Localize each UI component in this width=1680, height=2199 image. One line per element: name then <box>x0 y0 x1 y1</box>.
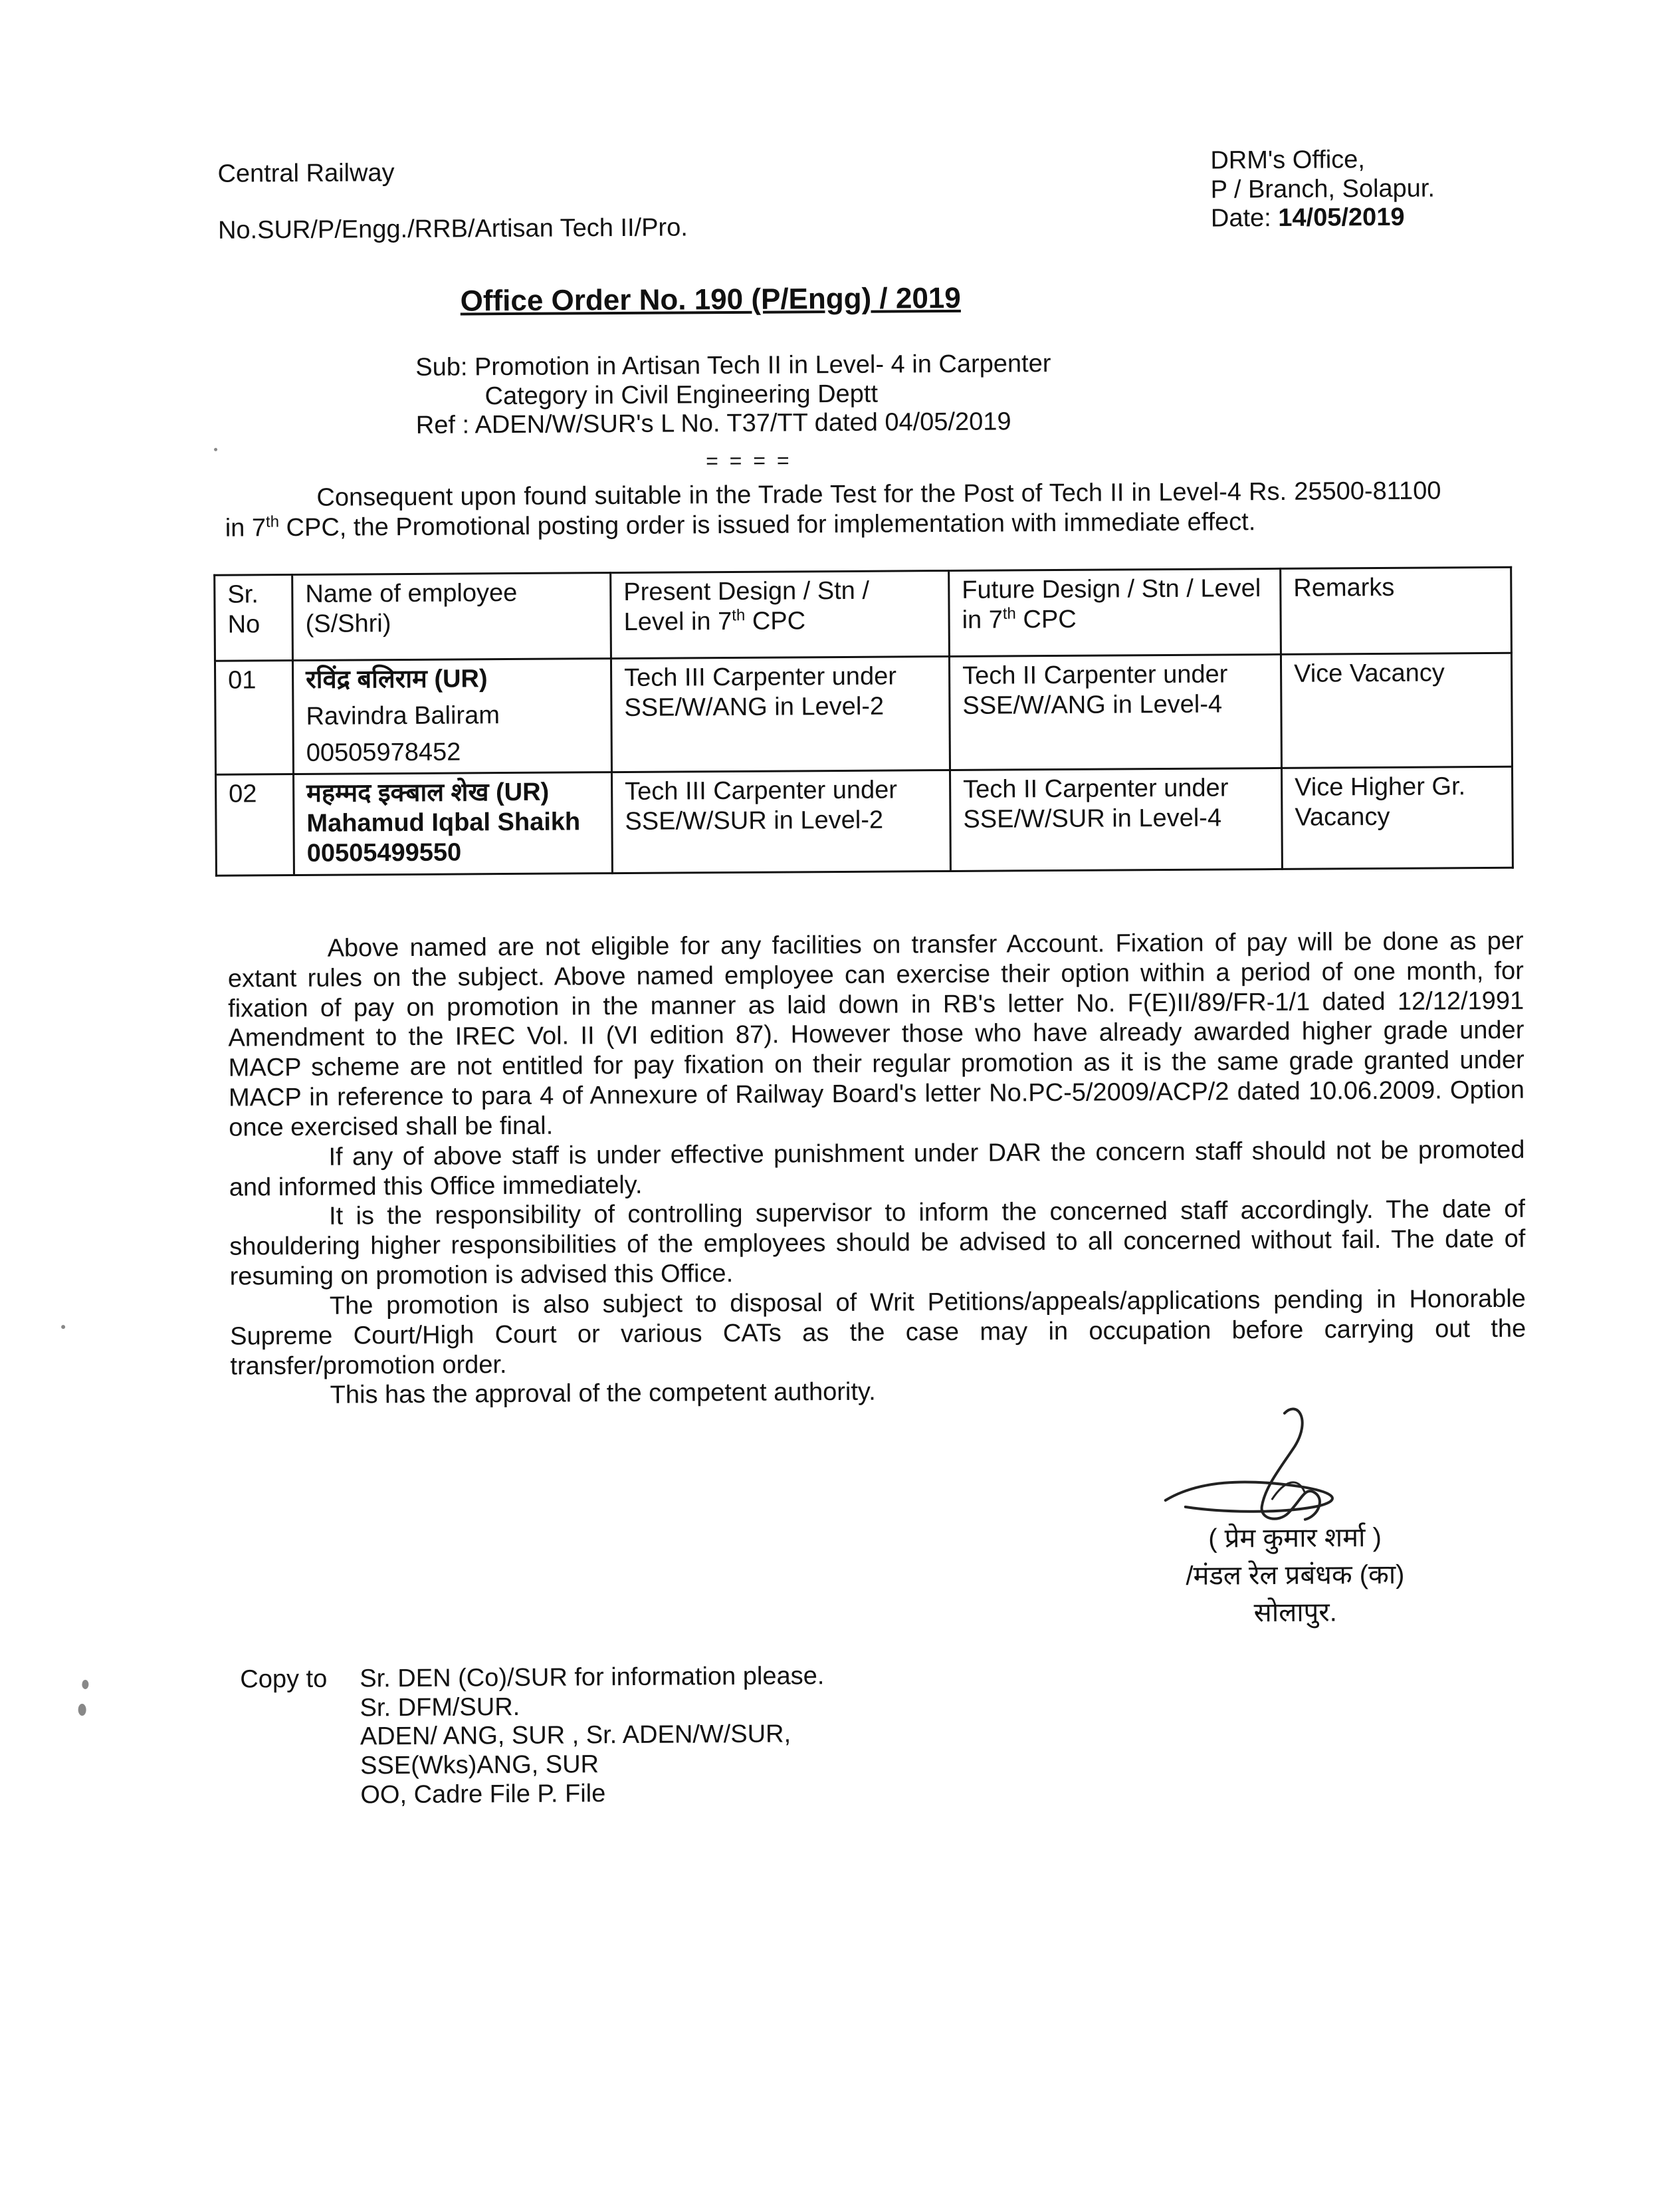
intro-superscript: th <box>265 513 280 531</box>
employee-name-hindi: महम्मद इक्बाल शेख (UR) <box>306 778 550 808</box>
cell-employee <box>294 772 613 875</box>
order-date <box>1211 203 1435 234</box>
date-label: Date: <box>1210 204 1271 233</box>
header-present-sup: th <box>732 606 746 625</box>
intro-text-cont: CPC, the Promotional posting order is issued for implementation with immediate effect. <box>278 507 1256 542</box>
scan-speck <box>78 1704 86 1716</box>
header-remarks: Remarks <box>1281 567 1512 654</box>
copy-to-block <box>240 1662 825 1811</box>
scan-speck <box>82 1680 88 1689</box>
paragraph-approval: This has the approval of the competent authority. <box>330 1378 876 1410</box>
employee-name: Ravindra Baliram <box>306 701 500 731</box>
table-row <box>215 653 1512 774</box>
cell-employee <box>292 659 611 774</box>
document-title: Office Order No. 190 (P/Engg) / 2019 <box>460 281 961 318</box>
paragraph-court: The promotion is also subject to disposal of Writ Petitions/appeals/applications pending in Honorable Supreme Court/High Court or various CATs as the case may in occupation before carrying out the transfer/promotion order. <box>230 1284 1526 1381</box>
header-present-design <box>611 570 950 658</box>
header-future-text: Future Design / Stn / Level in 7 <box>962 574 1261 634</box>
header-sr-no: Sr. No <box>215 575 293 661</box>
signatory-name: ( प्रेम कुमार शर्मा ) <box>1208 1523 1382 1554</box>
header-present-text: Present Design / Stn / Level in 7 <box>623 576 870 636</box>
paragraph-eligibility: Above named are not eligible for any facilities on transfer Account. Fixation of pay will be done as per extant rules on the subject. Above named employee can exercise their option within a period of one month, for fixation of pay on promotion in the manner as laid down in RB's letter No. F(E)II/89/FR-1/1 dated 12/12/1991 Amendment to the IREC Vol. II (VI edition 87). However those who have already awarded higher grade under MACP scheme are not entitled for pay fixation on their regular promotion as it is the same grade granted under MACP in reference to para 4 of Annexure of Railway Board's letter No.PC-5/2009/ACP/2 dated 10.06.2009. Option once exercised shall be final. <box>227 927 1525 1142</box>
organization-name: Central Railway <box>217 159 395 188</box>
branch-name: P / Branch, Solapur. <box>1210 174 1435 204</box>
copy-recipient: SSE(Wks)ANG, SUR <box>360 1750 599 1780</box>
office-name: DRM's Office, <box>1210 146 1366 175</box>
subject-category: Category in Civil Engineering Deptt <box>484 380 879 410</box>
paragraph-punishment: If any of above staff is under effective punishment under DAR the concern staff should not be promoted and informed this Office immediately. <box>229 1135 1525 1202</box>
cell-remarks: Vice Higher Gr. Vacancy <box>1281 767 1513 869</box>
copy-to-label: Copy to <box>240 1665 328 1694</box>
copy-recipient: Sr. DFM/SUR. <box>360 1692 520 1722</box>
header-future-sup: th <box>1002 604 1016 623</box>
intro-paragraph <box>225 476 1441 543</box>
cell-future-design: Tech II Carpenter under SSE/W/ANG in Level-4 <box>949 654 1281 770</box>
copy-to-list <box>360 1662 825 1810</box>
reference-line: Ref : ADEN/W/SUR's L No. T37/TT dated 04/05/2019 <box>415 407 1011 440</box>
header-left <box>217 156 688 272</box>
cell-sr-no: 01 <box>215 661 293 775</box>
employee-number: 00505499550 <box>306 838 462 868</box>
cell-future-design: Tech II Carpenter under SSE/W/SUR in Level-4 <box>950 768 1283 871</box>
copy-recipient: ADEN/ ANG, SUR , Sr. ADEN/W/SUR, <box>360 1720 791 1751</box>
header-future-cpc: CPC <box>1015 605 1077 634</box>
separator: = = = = <box>706 448 792 473</box>
scan-speck <box>214 448 217 451</box>
signatory-designation: /मंडल रेल प्रबंधक (का) <box>1186 1560 1405 1591</box>
cell-present-design: Tech III Carpenter under SSE/W/ANG in Level-2 <box>611 656 950 772</box>
copy-recipient: OO, Cadre File P. File <box>360 1779 606 1809</box>
body-text <box>227 927 1526 1411</box>
paragraph-responsibility: It is the responsibility of controlling supervisor to inform the concerned staff accordingly. The date of shouldering higher responsibilities of the employees should be advised to all concerned without fail. The date of resuming on promotion is advised this Office. <box>229 1195 1526 1291</box>
header-right <box>1210 146 1435 234</box>
employee-name-hindi: रविंद्र बलिराम (UR) <box>306 665 488 694</box>
signatory-place: सोलापुर. <box>1253 1597 1337 1628</box>
copy-to-row <box>240 1662 825 1811</box>
header-employee-name: Name of employee (S/Shri) <box>292 573 611 661</box>
employee-number: 00505978452 <box>306 738 461 767</box>
table-row <box>216 767 1513 875</box>
cell-sr-no: 02 <box>216 774 294 875</box>
cell-remarks: Vice Vacancy <box>1281 653 1512 768</box>
header-present-cpc: CPC <box>745 607 806 636</box>
date-value: 14/05/2019 <box>1278 203 1405 233</box>
signatory-block <box>1186 1519 1405 1632</box>
scan-speck <box>61 1325 65 1329</box>
header-future-design <box>949 568 1281 656</box>
subject-line: Sub: Promotion in Artisan Tech II in Level- 4 in Carpenter <box>415 350 1051 382</box>
table-header-row <box>215 567 1512 661</box>
cell-present-design: Tech III Carpenter under SSE/W/SUR in Level-2 <box>612 770 951 873</box>
copy-recipient: Sr. DEN (Co)/SUR for information please. <box>360 1662 825 1693</box>
intro-text: Consequent upon found suitable in the Trade Test for the Post of Tech II in Level-4 Rs. 25500-81100 in 7 <box>225 477 1441 542</box>
reference-number: No.SUR/P/Engg./RRB/Artisan Tech II/Pro. <box>217 213 688 245</box>
employee-name: Mahamud Iqbal Shaikh <box>306 808 581 838</box>
promotion-table <box>213 566 1514 877</box>
subject-block <box>415 350 1051 441</box>
